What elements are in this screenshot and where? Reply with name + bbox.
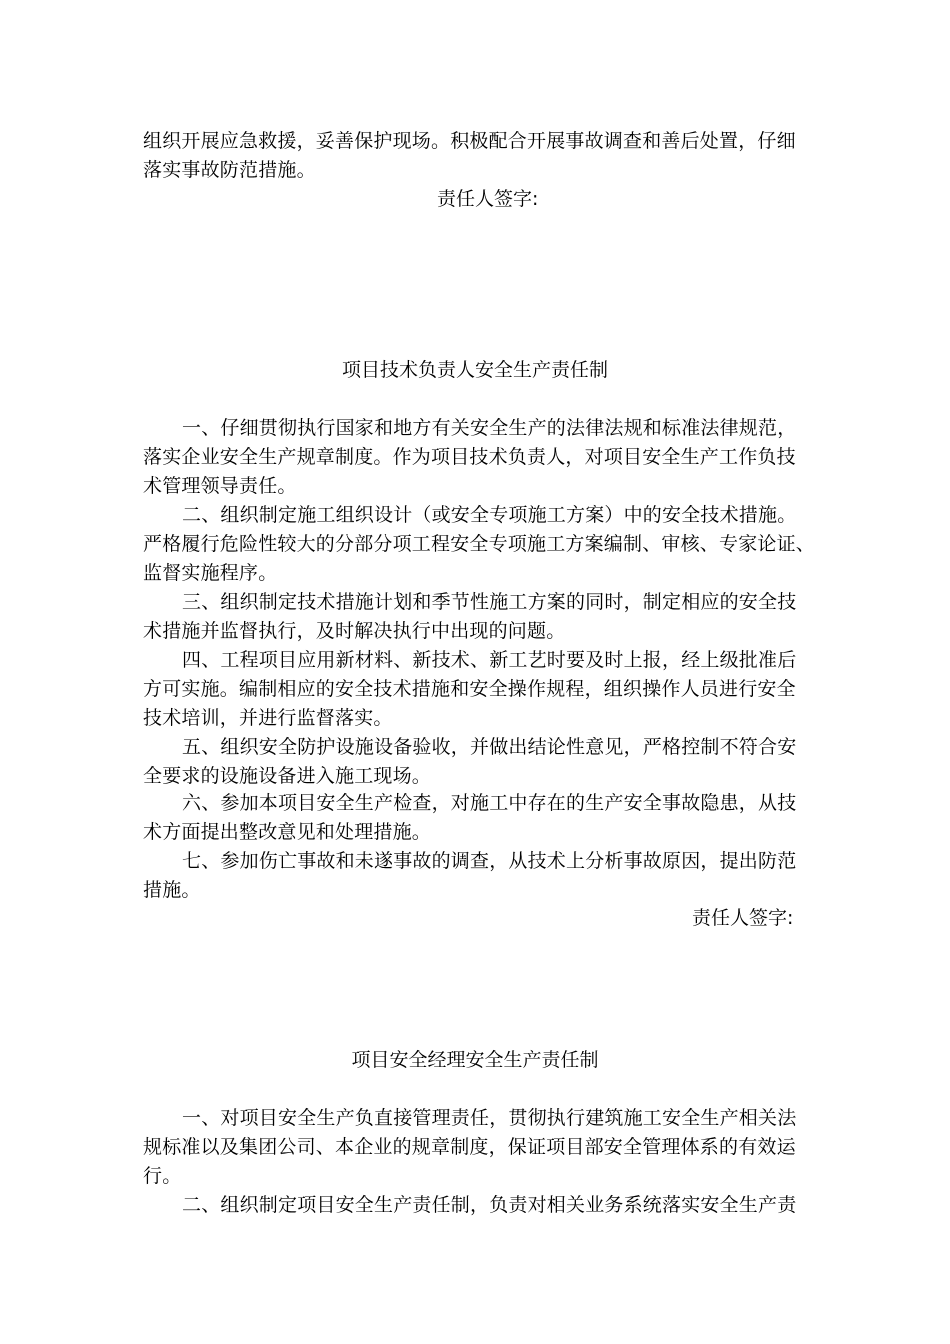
tech-p4-line-3: 技术培训，并进行监督落实。 (143, 707, 393, 729)
safety-p1-line-3: 行。 (143, 1165, 182, 1187)
tech-p3-line-2: 术措施并监督执行，及时解决执行中出现的问题。 (143, 620, 566, 642)
safety-p1-line-2: 规标准以及集团公司、本企业的规章制度，保证项目部安全管理体系的有效运 (143, 1136, 796, 1158)
section-tech-title: 项目技术负责人安全生产责任制 (341, 359, 608, 381)
tech-p2-line-2: 严格履行危险性较大的分部分项工程安全专项施工方案编制、审核、专家论证、 (143, 533, 816, 555)
tech-p1-line-3: 术管理领导责任。 (143, 475, 297, 497)
section-safety-title: 项目安全经理安全生产责任制 (351, 1049, 599, 1071)
tech-p2-line-3: 监督实施程序。 (143, 562, 278, 584)
tech-p5-line-1: 五、组织安全防护设施设备验收，并做出结论性意见，严格控制不符合安 (182, 736, 797, 758)
safety-p1-line-1: 一、对项目安全生产负直接管理责任，贯彻执行建筑施工安全生产相关法 (182, 1107, 797, 1129)
tech-p7-line-2: 措施。 (143, 879, 201, 901)
tech-p4-line-1: 四、工程项目应用新材料、新技术、新工艺时要及时上报，经上级批准后 (182, 649, 797, 671)
top-signature-label: 责任人签字: (437, 188, 539, 210)
safety-p2-line-1: 二、组织制定项目安全生产责任制，负责对相关业务系统落实安全生产责 (182, 1194, 797, 1216)
tech-p5-line-2: 全要求的设施设备进入施工现场。 (143, 765, 432, 787)
top-fragment-line-2: 落实事故防范措施。 (143, 159, 316, 181)
tech-p2-line-1: 二、组织制定施工组织设计（或安全专项施工方案）中的安全技术措施。 (182, 504, 797, 526)
tech-p1-line-2: 落实企业安全生产规章制度。作为项目技术负责人，对项目安全生产工作负技 (143, 446, 796, 468)
tech-p6-line-1: 六、参加本项目安全生产检查，对施工中存在的生产安全事故隐患，从技 (182, 792, 797, 814)
tech-p1-line-1: 一、仔细贯彻执行国家和地方有关安全生产的法律法规和标准法律规范， (182, 417, 797, 439)
tech-p3-line-1: 三、组织制定技术措施计划和季节性施工方案的同时，制定相应的安全技 (182, 591, 797, 613)
tech-p4-line-2: 方可实施。编制相应的安全技术措施和安全操作规程，组织操作人员进行安全 (143, 678, 796, 700)
tech-p7-line-1: 七、参加伤亡事故和未遂事故的调查，从技术上分析事故原因，提出防范 (182, 850, 797, 872)
tech-p6-line-2: 术方面提出整改意见和处理措施。 (143, 821, 432, 843)
tech-signature-label: 责任人签字: (692, 907, 794, 929)
top-fragment-line-1: 组织开展应急救援，妥善保护现场。积极配合开展事故调查和善后处置，仔细 (143, 130, 796, 152)
